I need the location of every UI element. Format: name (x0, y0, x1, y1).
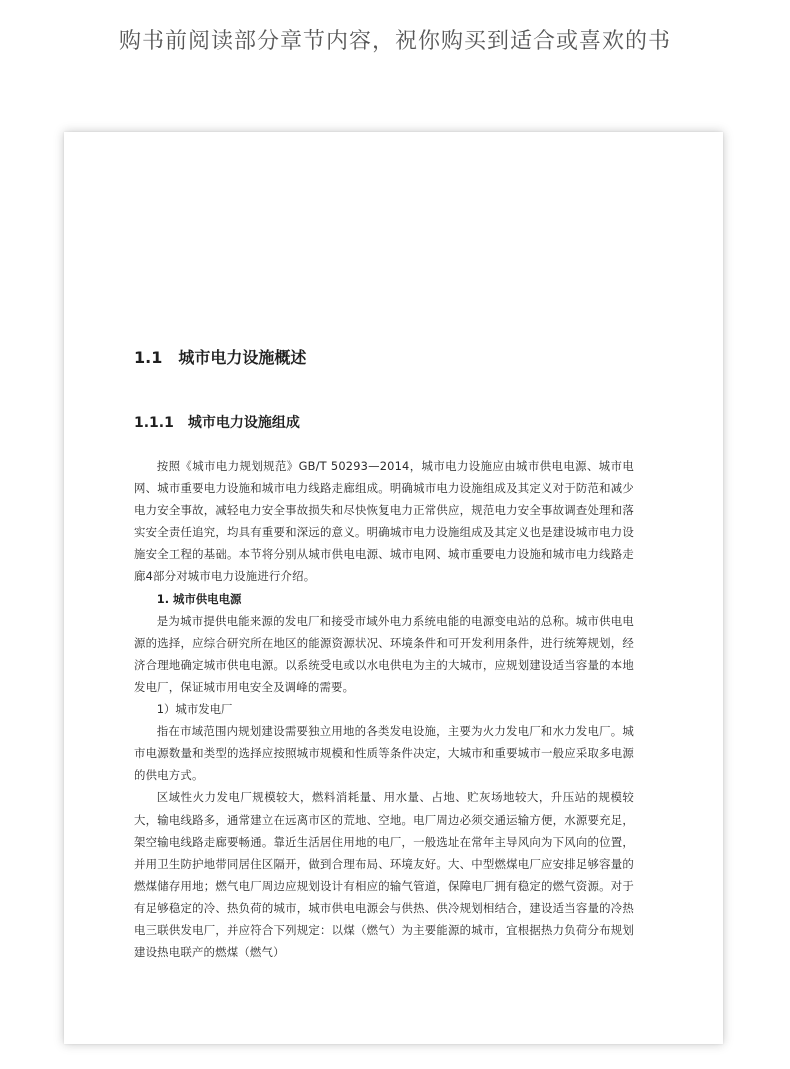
document-content (134, 347, 634, 963)
promo-banner-text: 购书前阅读部分章节内容，祝你购买到适合或喜欢的书 (118, 29, 671, 54)
document-page (64, 132, 723, 1044)
intro-paragraph: 按照《城市电力规划规范》GB/T 50293—2014，城市电力设施应由城市供电电源、城市电网、城市重要电力设施和城市电力线路走廊组成。明确城市电力设施组成及其定义对于防范和减少电力安全事故，减轻电力安全事故损失和尽快恢复电力正常供应，规范电力安全事故调查处理和落实安全责任追究，均具有重要和深远的意义。明确城市电力设施组成及其定义也是建设城市电力设施安全工程的基础。本节将分别从城市供电电源、城市电网、城市重要电力设施和城市电力线路走廊4部分对城市电力设施进行介绍。 (134, 459, 634, 584)
subsection-heading (134, 413, 634, 433)
item-heading-power-source: 1. 城市供电电源 (156, 591, 242, 606)
power-plant-paragraph-2: 区域性火力发电厂规模较大，燃料消耗量、用水量、占地、贮灰场地较大，升压站的规模较大，输电线路多，通常建立在远离市区的荒地、空地。电厂周边必须交通运输方便，水源要充足，架空输电线路走廊要畅通。靠近生活居住用地的电厂，一般选址在常年主导风向为下风向的位置，并用卫生防护地带同居住区隔开，做到合理布局、环境友好。大、中型燃煤电厂应安排足够容量的燃煤储存用地；燃气电厂周边应规划设计有相应的输气管道，保障电厂拥有稳定的燃气资源。对于有足够稳定的冷、热负荷的城市，城市供电电源会与供热、供冷规划相结合，建设适当容量的冷热电三联供发电厂，并应符合下列规定：以煤（燃气）为主要能源的城市，宜根据热力负荷分布规划建设热电联产的燃煤（燃气） (134, 790, 634, 960)
section-heading (134, 347, 634, 369)
section-title: 城市电力设施概述 (178, 348, 307, 367)
subsection-title: 城市电力设施组成 (187, 415, 300, 431)
power-plant-paragraph-1: 指在市域范围内规划建设需要独立用地的各类发电设施，主要为火力发电厂和水力发电厂。城市电源数量和类型的选择应按照城市规模和性质等条件决定，大城市和重要城市一般应采取多电源的供电方式。 (134, 724, 634, 783)
power-source-paragraph: 是为城市提供电能来源的发电厂和接受市域外电力系统电能的电源变电站的总称。城市供电电源的选择，应综合研究所在地区的能源资源状况、环境条件和可开发利用条件，进行统筹规划，经济合理地确定城市供电电源。以系统受电或以水电供电为主的大城市，应规划建设适当容量的本地发电厂，保证城市用电安全及调峰的需要。 (134, 613, 634, 694)
section-number: 1.1 (134, 348, 163, 367)
subsection-number: 1.1.1 (134, 415, 174, 431)
subitem-heading-power-plant: 1）城市发电厂 (156, 702, 233, 717)
